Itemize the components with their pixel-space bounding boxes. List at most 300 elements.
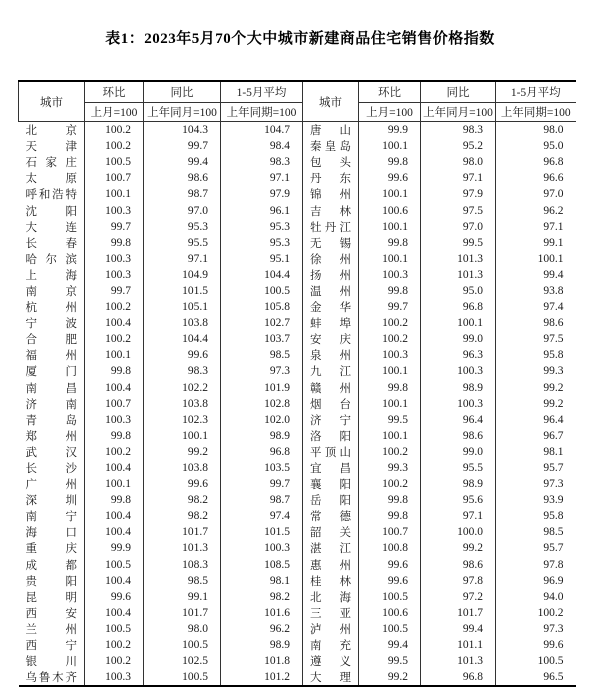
table-row bbox=[19, 347, 576, 363]
table-row bbox=[19, 363, 576, 379]
mom-cell: 100.6 bbox=[359, 605, 421, 621]
city-cell: 平顶山 bbox=[303, 444, 359, 460]
avg-cell: 100.5 bbox=[221, 283, 303, 299]
yoy-cell: 101.1 bbox=[421, 637, 496, 653]
avg-cell: 102.8 bbox=[221, 396, 303, 412]
header-avg-base-right: 上年同期=100 bbox=[496, 103, 576, 122]
yoy-cell: 97.9 bbox=[421, 186, 496, 202]
mom-cell: 100.4 bbox=[85, 380, 144, 396]
city-cell: 天津 bbox=[25, 141, 77, 154]
mom-cell: 100.5 bbox=[85, 557, 144, 573]
table-row bbox=[19, 251, 576, 267]
table-row bbox=[19, 460, 576, 476]
city-cell: 海口 bbox=[25, 527, 77, 540]
city-cell: 吉林 bbox=[303, 202, 359, 218]
yoy-cell: 95.5 bbox=[144, 235, 221, 251]
yoy-cell: 98.9 bbox=[421, 476, 496, 492]
yoy-cell: 108.3 bbox=[144, 557, 221, 573]
table-row bbox=[19, 653, 576, 669]
yoy-cell: 95.0 bbox=[421, 283, 496, 299]
city-cell: 包头 bbox=[303, 154, 359, 170]
mom-cell: 99.7 bbox=[359, 299, 421, 315]
mom-cell: 100.5 bbox=[85, 154, 144, 170]
city-cell: 银川 bbox=[25, 656, 77, 669]
city-cell: 丹东 bbox=[303, 170, 359, 186]
yoy-cell: 97.0 bbox=[421, 219, 496, 235]
city-cell: 昆明 bbox=[25, 591, 77, 604]
yoy-cell: 104.9 bbox=[144, 267, 221, 283]
table-row bbox=[19, 331, 576, 347]
avg-cell: 96.5 bbox=[496, 669, 576, 686]
table-row bbox=[19, 315, 576, 331]
yoy-cell: 100.3 bbox=[421, 396, 496, 412]
city-cell: 贵阳 bbox=[25, 575, 77, 588]
avg-cell: 98.7 bbox=[221, 492, 303, 508]
mom-cell: 100.3 bbox=[85, 251, 144, 267]
avg-cell: 103.5 bbox=[221, 460, 303, 476]
header-mom-left: 环比 bbox=[85, 81, 144, 103]
header-row-2 bbox=[19, 103, 576, 122]
city-cell: 泉州 bbox=[303, 347, 359, 363]
avg-cell: 94.0 bbox=[496, 589, 576, 605]
avg-cell: 95.8 bbox=[496, 508, 576, 524]
table-row bbox=[19, 267, 576, 283]
mom-cell: 100.5 bbox=[85, 621, 144, 637]
avg-cell: 98.4 bbox=[221, 138, 303, 154]
avg-cell: 98.1 bbox=[496, 444, 576, 460]
city-cell: 宜昌 bbox=[303, 460, 359, 476]
table-row bbox=[19, 637, 576, 653]
city-cell: 温州 bbox=[303, 283, 359, 299]
yoy-cell: 98.2 bbox=[144, 508, 221, 524]
yoy-cell: 97.8 bbox=[421, 573, 496, 589]
yoy-cell: 100.1 bbox=[144, 428, 221, 444]
mom-cell: 100.2 bbox=[85, 299, 144, 315]
avg-cell: 100.3 bbox=[221, 540, 303, 556]
header-mom-right: 环比 bbox=[359, 81, 421, 103]
city-cell: 沈阳 bbox=[25, 205, 77, 218]
mom-cell: 99.8 bbox=[359, 508, 421, 524]
mom-cell: 99.7 bbox=[85, 283, 144, 299]
city-cell: 蚌埠 bbox=[303, 315, 359, 331]
table-row bbox=[19, 669, 576, 686]
table-row bbox=[19, 605, 576, 621]
yoy-cell: 101.7 bbox=[144, 524, 221, 540]
city-cell: 韶关 bbox=[303, 524, 359, 540]
mom-cell: 100.2 bbox=[359, 331, 421, 347]
yoy-cell: 99.7 bbox=[144, 138, 221, 154]
header-avg-right: 1-5月平均 bbox=[496, 81, 576, 103]
avg-cell: 98.2 bbox=[221, 589, 303, 605]
table-row bbox=[19, 170, 576, 186]
mom-cell: 100.2 bbox=[85, 331, 144, 347]
table-row bbox=[19, 396, 576, 412]
city-cell: 惠州 bbox=[303, 557, 359, 573]
yoy-cell: 99.1 bbox=[144, 589, 221, 605]
avg-cell: 95.1 bbox=[221, 251, 303, 267]
avg-cell: 102.7 bbox=[221, 315, 303, 331]
table-row bbox=[19, 444, 576, 460]
yoy-cell: 104.4 bbox=[144, 331, 221, 347]
avg-cell: 99.6 bbox=[496, 637, 576, 653]
page-title: 表1：2023年5月70个大中城市新建商品住宅销售价格指数 bbox=[105, 31, 495, 47]
city-cell: 哈尔滨 bbox=[25, 253, 77, 266]
city-cell: 金华 bbox=[303, 299, 359, 315]
city-cell: 南京 bbox=[25, 285, 77, 298]
city-cell: 洛阳 bbox=[303, 428, 359, 444]
mom-cell: 100.4 bbox=[85, 605, 144, 621]
yoy-cell: 101.3 bbox=[421, 653, 496, 669]
avg-cell: 93.9 bbox=[496, 492, 576, 508]
yoy-cell: 101.5 bbox=[144, 283, 221, 299]
city-cell: 重庆 bbox=[25, 543, 77, 556]
city-cell: 大理 bbox=[303, 669, 359, 686]
city-cell: 赣州 bbox=[303, 380, 359, 396]
mom-cell: 99.5 bbox=[359, 653, 421, 669]
avg-cell: 97.3 bbox=[221, 363, 303, 379]
mom-cell: 100.2 bbox=[359, 476, 421, 492]
mom-cell: 99.6 bbox=[359, 170, 421, 186]
mom-cell: 100.1 bbox=[85, 186, 144, 202]
avg-cell: 95.3 bbox=[221, 219, 303, 235]
city-cell: 无锡 bbox=[303, 235, 359, 251]
city-cell: 长沙 bbox=[25, 463, 77, 476]
mom-cell: 99.5 bbox=[359, 412, 421, 428]
header-mom-base-left: 上月=100 bbox=[85, 103, 144, 122]
yoy-cell: 100.3 bbox=[421, 363, 496, 379]
table-row bbox=[19, 573, 576, 589]
mom-cell: 99.8 bbox=[359, 492, 421, 508]
mom-cell: 99.6 bbox=[359, 573, 421, 589]
avg-cell: 96.6 bbox=[496, 170, 576, 186]
avg-cell: 95.0 bbox=[496, 138, 576, 154]
table-row bbox=[19, 138, 576, 154]
mom-cell: 99.3 bbox=[359, 460, 421, 476]
avg-cell: 101.2 bbox=[221, 669, 303, 686]
city-cell: 北海 bbox=[303, 589, 359, 605]
yoy-cell: 99.6 bbox=[144, 347, 221, 363]
yoy-cell: 95.3 bbox=[144, 219, 221, 235]
avg-cell: 96.8 bbox=[496, 154, 576, 170]
price-index-table bbox=[18, 80, 576, 687]
city-cell: 北京 bbox=[25, 125, 77, 138]
table-row bbox=[19, 621, 576, 637]
avg-cell: 97.0 bbox=[496, 186, 576, 202]
city-cell: 深圳 bbox=[25, 495, 77, 508]
table-row bbox=[19, 492, 576, 508]
mom-cell: 100.3 bbox=[85, 412, 144, 428]
city-cell: 泸州 bbox=[303, 621, 359, 637]
mom-cell: 100.5 bbox=[359, 589, 421, 605]
table-row bbox=[19, 540, 576, 556]
avg-cell: 101.5 bbox=[221, 524, 303, 540]
city-cell: 济宁 bbox=[303, 412, 359, 428]
mom-cell: 100.4 bbox=[85, 508, 144, 524]
avg-cell: 100.1 bbox=[496, 251, 576, 267]
yoy-cell: 98.0 bbox=[144, 621, 221, 637]
mom-cell: 100.1 bbox=[359, 396, 421, 412]
yoy-cell: 102.5 bbox=[144, 653, 221, 669]
table-row bbox=[19, 154, 576, 170]
avg-cell: 97.4 bbox=[221, 508, 303, 524]
city-cell: 秦皇岛 bbox=[303, 138, 359, 154]
yoy-cell: 104.3 bbox=[144, 122, 221, 139]
mom-cell: 99.8 bbox=[359, 380, 421, 396]
avg-cell: 101.8 bbox=[221, 653, 303, 669]
avg-cell: 108.5 bbox=[221, 557, 303, 573]
yoy-cell: 99.2 bbox=[421, 540, 496, 556]
mom-cell: 99.8 bbox=[85, 428, 144, 444]
avg-cell: 101.6 bbox=[221, 605, 303, 621]
yoy-cell: 97.2 bbox=[421, 589, 496, 605]
mom-cell: 100.4 bbox=[85, 524, 144, 540]
yoy-cell: 96.8 bbox=[421, 299, 496, 315]
city-cell: 石家庄 bbox=[25, 157, 77, 170]
city-cell: 西安 bbox=[25, 607, 77, 620]
avg-cell: 97.1 bbox=[496, 219, 576, 235]
yoy-cell: 98.6 bbox=[421, 557, 496, 573]
header-yoy-right: 同比 bbox=[421, 81, 496, 103]
avg-cell: 97.8 bbox=[496, 557, 576, 573]
mom-cell: 100.1 bbox=[85, 476, 144, 492]
yoy-cell: 97.0 bbox=[144, 202, 221, 218]
mom-cell: 100.2 bbox=[85, 122, 144, 139]
avg-cell: 96.7 bbox=[496, 428, 576, 444]
yoy-cell: 100.0 bbox=[421, 524, 496, 540]
table-row bbox=[19, 380, 576, 396]
mom-cell: 100.7 bbox=[359, 524, 421, 540]
avg-cell: 99.4 bbox=[496, 267, 576, 283]
city-cell: 青岛 bbox=[25, 414, 77, 427]
mom-cell: 99.6 bbox=[359, 557, 421, 573]
yoy-cell: 102.2 bbox=[144, 380, 221, 396]
mom-cell: 100.4 bbox=[85, 315, 144, 331]
yoy-cell: 99.6 bbox=[144, 476, 221, 492]
city-cell: 岳阳 bbox=[303, 492, 359, 508]
table-row bbox=[19, 508, 576, 524]
city-cell: 三亚 bbox=[303, 605, 359, 621]
mom-cell: 99.8 bbox=[85, 492, 144, 508]
mom-cell: 100.1 bbox=[359, 428, 421, 444]
city-cell: 常德 bbox=[303, 508, 359, 524]
avg-cell: 96.2 bbox=[221, 621, 303, 637]
mom-cell: 100.1 bbox=[359, 363, 421, 379]
yoy-cell: 99.5 bbox=[421, 235, 496, 251]
city-cell: 太原 bbox=[25, 173, 77, 186]
mom-cell: 99.4 bbox=[359, 637, 421, 653]
avg-cell: 99.3 bbox=[496, 363, 576, 379]
mom-cell: 99.8 bbox=[85, 363, 144, 379]
city-cell: 徐州 bbox=[303, 251, 359, 267]
mom-cell: 100.7 bbox=[85, 170, 144, 186]
city-cell: 广州 bbox=[25, 479, 77, 492]
avg-cell: 98.0 bbox=[496, 122, 576, 139]
city-cell: 厦门 bbox=[25, 366, 77, 379]
mom-cell: 99.9 bbox=[85, 540, 144, 556]
mom-cell: 100.5 bbox=[359, 621, 421, 637]
mom-cell: 100.4 bbox=[85, 573, 144, 589]
city-cell: 南宁 bbox=[25, 511, 77, 524]
table-row bbox=[19, 235, 576, 251]
city-cell: 宁波 bbox=[25, 318, 77, 331]
yoy-cell: 97.5 bbox=[421, 202, 496, 218]
yoy-cell: 103.8 bbox=[144, 315, 221, 331]
mom-cell: 100.2 bbox=[85, 637, 144, 653]
yoy-cell: 98.3 bbox=[144, 363, 221, 379]
mom-cell: 100.1 bbox=[359, 138, 421, 154]
yoy-cell: 99.4 bbox=[144, 154, 221, 170]
avg-cell: 99.1 bbox=[496, 235, 576, 251]
avg-cell: 98.3 bbox=[221, 154, 303, 170]
city-cell: 唐山 bbox=[303, 122, 359, 139]
avg-cell: 97.4 bbox=[496, 299, 576, 315]
avg-cell: 97.5 bbox=[496, 331, 576, 347]
mom-cell: 100.2 bbox=[85, 653, 144, 669]
yoy-cell: 97.1 bbox=[421, 508, 496, 524]
city-cell: 桂林 bbox=[303, 573, 359, 589]
city-cell: 呼和浩特 bbox=[25, 189, 77, 202]
city-cell: 襄阳 bbox=[303, 476, 359, 492]
mom-cell: 100.8 bbox=[359, 540, 421, 556]
yoy-cell: 103.8 bbox=[144, 460, 221, 476]
city-cell: 扬州 bbox=[303, 267, 359, 283]
yoy-cell: 99.4 bbox=[421, 621, 496, 637]
city-cell: 湛江 bbox=[303, 540, 359, 556]
city-cell: 九江 bbox=[303, 363, 359, 379]
city-cell: 武汉 bbox=[25, 446, 77, 459]
table-row bbox=[19, 557, 576, 573]
table-row bbox=[19, 589, 576, 605]
yoy-cell: 98.0 bbox=[421, 154, 496, 170]
table-header bbox=[19, 81, 576, 122]
city-cell: 长春 bbox=[25, 237, 77, 250]
city-cell: 南昌 bbox=[25, 382, 77, 395]
yoy-cell: 96.3 bbox=[421, 347, 496, 363]
mom-cell: 100.2 bbox=[359, 444, 421, 460]
table-row bbox=[19, 219, 576, 235]
mom-cell: 99.9 bbox=[359, 122, 421, 139]
yoy-cell: 100.5 bbox=[144, 669, 221, 686]
avg-cell: 98.6 bbox=[496, 315, 576, 331]
city-cell: 郑州 bbox=[25, 430, 77, 443]
city-cell: 兰州 bbox=[25, 623, 77, 636]
mom-cell: 100.2 bbox=[359, 315, 421, 331]
header-yoy-base-right: 上年同月=100 bbox=[421, 103, 496, 122]
avg-cell: 97.3 bbox=[496, 621, 576, 637]
avg-cell: 96.9 bbox=[496, 573, 576, 589]
table-row bbox=[19, 122, 576, 139]
mom-cell: 100.6 bbox=[359, 202, 421, 218]
yoy-cell: 98.3 bbox=[421, 122, 496, 139]
yoy-cell: 95.5 bbox=[421, 460, 496, 476]
mom-cell: 100.2 bbox=[85, 138, 144, 154]
yoy-cell: 101.3 bbox=[421, 267, 496, 283]
yoy-cell: 101.7 bbox=[421, 605, 496, 621]
table-row bbox=[19, 186, 576, 202]
mom-cell: 100.1 bbox=[359, 219, 421, 235]
table-row bbox=[19, 412, 576, 428]
avg-cell: 104.7 bbox=[221, 122, 303, 139]
city-cell: 济南 bbox=[25, 398, 77, 411]
city-cell: 上海 bbox=[25, 269, 77, 282]
mom-cell: 99.8 bbox=[359, 154, 421, 170]
header-mom-base-right: 上月=100 bbox=[359, 103, 421, 122]
city-cell: 杭州 bbox=[25, 302, 77, 315]
yoy-cell: 100.5 bbox=[144, 637, 221, 653]
city-cell: 牡丹江 bbox=[303, 219, 359, 235]
city-cell: 遵义 bbox=[303, 653, 359, 669]
mom-cell: 100.3 bbox=[85, 202, 144, 218]
header-yoy-base-left: 上年同月=100 bbox=[144, 103, 221, 122]
avg-cell: 96.1 bbox=[221, 202, 303, 218]
mom-cell: 99.6 bbox=[85, 589, 144, 605]
yoy-cell: 101.7 bbox=[144, 605, 221, 621]
yoy-cell: 98.6 bbox=[421, 428, 496, 444]
avg-cell: 103.7 bbox=[221, 331, 303, 347]
avg-cell: 95.8 bbox=[496, 347, 576, 363]
avg-cell: 102.0 bbox=[221, 412, 303, 428]
avg-cell: 98.9 bbox=[221, 637, 303, 653]
avg-cell: 99.7 bbox=[221, 476, 303, 492]
header-yoy-left: 同比 bbox=[144, 81, 221, 103]
avg-cell: 97.1 bbox=[221, 170, 303, 186]
header-city-left: 城市 bbox=[19, 81, 85, 122]
avg-cell: 99.2 bbox=[496, 380, 576, 396]
avg-cell: 98.9 bbox=[221, 428, 303, 444]
mom-cell: 100.7 bbox=[85, 396, 144, 412]
avg-cell: 105.8 bbox=[221, 299, 303, 315]
yoy-cell: 96.8 bbox=[421, 669, 496, 686]
avg-cell: 95.7 bbox=[496, 540, 576, 556]
city-cell: 安庆 bbox=[303, 331, 359, 347]
city-cell: 成都 bbox=[25, 559, 77, 572]
avg-cell: 96.2 bbox=[496, 202, 576, 218]
table-body bbox=[19, 122, 576, 687]
yoy-cell: 103.8 bbox=[144, 396, 221, 412]
avg-cell: 95.3 bbox=[221, 235, 303, 251]
yoy-cell: 100.1 bbox=[421, 315, 496, 331]
avg-cell: 99.2 bbox=[496, 396, 576, 412]
yoy-cell: 105.1 bbox=[144, 299, 221, 315]
mom-cell: 100.1 bbox=[85, 347, 144, 363]
avg-cell: 95.7 bbox=[496, 460, 576, 476]
header-city-right: 城市 bbox=[303, 81, 359, 122]
city-cell: 南充 bbox=[303, 637, 359, 653]
yoy-cell: 97.1 bbox=[144, 251, 221, 267]
avg-cell: 96.8 bbox=[221, 444, 303, 460]
avg-cell: 93.8 bbox=[496, 283, 576, 299]
mom-cell: 100.3 bbox=[359, 347, 421, 363]
avg-cell: 97.9 bbox=[221, 186, 303, 202]
table-row bbox=[19, 524, 576, 540]
city-cell: 大连 bbox=[25, 221, 77, 234]
mom-cell: 99.8 bbox=[85, 235, 144, 251]
mom-cell: 99.8 bbox=[359, 235, 421, 251]
mom-cell: 100.3 bbox=[85, 669, 144, 686]
avg-cell: 97.3 bbox=[496, 476, 576, 492]
table-row bbox=[19, 299, 576, 315]
yoy-cell: 101.3 bbox=[144, 540, 221, 556]
avg-cell: 100.2 bbox=[496, 605, 576, 621]
avg-cell: 98.5 bbox=[496, 524, 576, 540]
city-cell: 福州 bbox=[25, 350, 77, 363]
yoy-cell: 96.4 bbox=[421, 412, 496, 428]
yoy-cell: 95.6 bbox=[421, 492, 496, 508]
table-row bbox=[19, 428, 576, 444]
header-row-1 bbox=[19, 81, 576, 103]
city-cell: 锦州 bbox=[303, 186, 359, 202]
city-cell: 西宁 bbox=[25, 640, 77, 653]
